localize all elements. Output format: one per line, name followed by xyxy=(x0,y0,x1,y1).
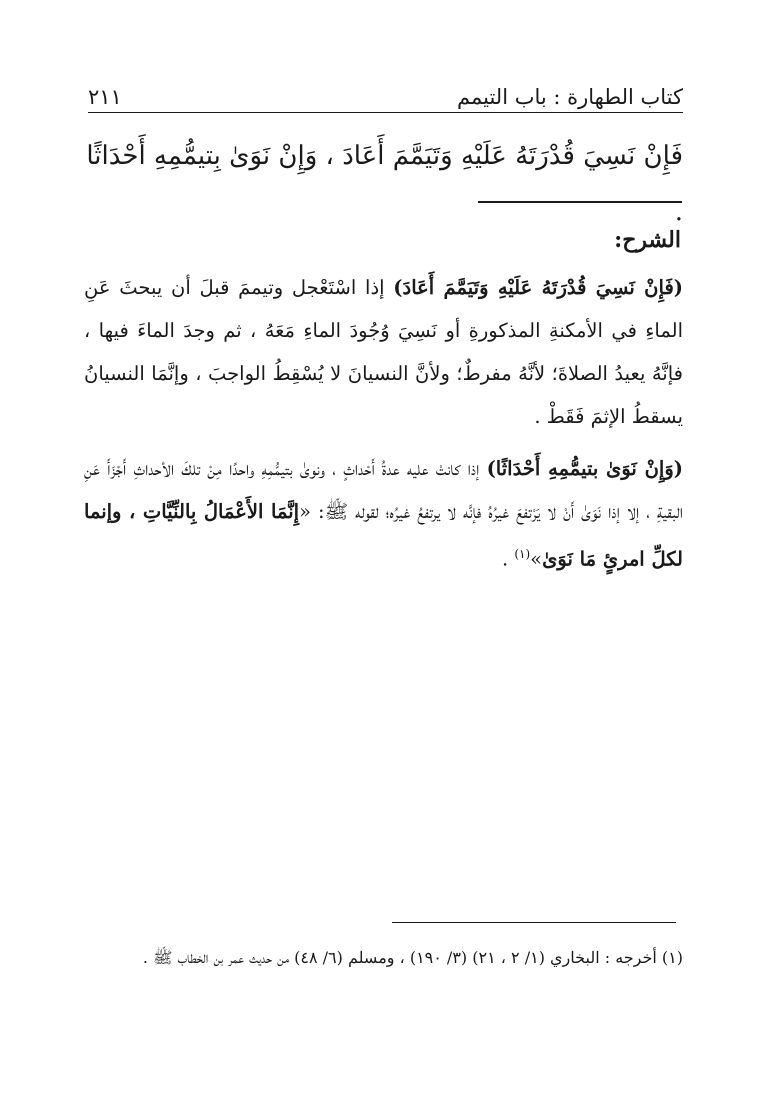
footnote-divider xyxy=(392,922,676,923)
sharh-heading: الشرح: xyxy=(614,227,681,253)
sharh-paragraph-1 xyxy=(84,266,683,438)
matn-divider xyxy=(478,201,682,203)
hadith-quote: إِنَّمَا الأَعْمَالُ بِالنِّيَّاتِ ، وإنما لكلِّ امرئٍ مَا نَوَىٰ xyxy=(84,500,683,571)
footnote-ref: (١) xyxy=(514,547,531,561)
page-header xyxy=(88,72,683,112)
matn-text: فَإِنْ نَسِيَ قُدْرَتَهُ عَلَيْهِ وَتَيَمَّمَ أَعَادَ ، وَإِنْ نَوَىٰ بِتيمُّمِهِ أَحْدَاثًا . xyxy=(86,141,683,227)
header-rule xyxy=(88,112,683,113)
quoted-matn: وَإِنْ نَوَىٰ بتيمُّمِهِ أَحْدَاثًا xyxy=(495,457,674,480)
footnote: (١) أخرجه : البخاري (١/ ٢ ، ٢١) (٣/ ١٩٠) ، ومسلم (٦/ ٤٨) من حديث عمر بن الخطاب ﷺ . xyxy=(142,948,683,967)
close-paren: ) xyxy=(393,276,403,299)
open-paren: ( xyxy=(673,457,683,480)
paragraph-text: إذا كانتْ عليه عدةُ أَحْداثٍ ، ونوىٰ بتيمُّمِهِ واحدًا مِنْ تلكَ الأحداثِ أَجْزَأَ عَنِ البقيةِ ، إلا إذا نَوَىٰ أَنْ لا يَرْتفعَ غيرُهُ فإنَّه لا يرتفعُ غيرُه؛ لقوله ﷺ: « xyxy=(84,457,684,523)
page-number: ٢١١ xyxy=(88,84,122,109)
close-paren: ) xyxy=(486,457,496,480)
sharh-paragraph-2 xyxy=(84,447,683,581)
paragraph-end: . xyxy=(501,547,515,571)
hadith-close: » xyxy=(530,547,543,571)
open-paren: ( xyxy=(673,276,684,299)
paragraph-text: إذا اسْتَعْجل وتيممَ قبلَ أن يبحثَ عَنِ الماءِ في الأمكنةِ المذكورةِ أو نَسِيَ وُجُودَ الماءِ مَعَهُ ، ثم وجدَ الماءَ فيها ، فإنَّهُ يعيدُ الصلاةَ؛ لأنَّهُ مفرطٌ؛ ولأنَّ النسيانَ لا يُسْقِطُ الواجبَ ، وإنَّمَا النسيانُ يسقطُ الإثمَ فَقَطْ . xyxy=(84,276,683,428)
quoted-matn: فَإِنْ نَسِيَ قُدْرَتَهُ عَلَيْهِ وَتَيَمَّمَ أَعَادَ xyxy=(402,276,674,299)
header-title: كتاب الطهارة : باب التيمم xyxy=(457,84,683,109)
